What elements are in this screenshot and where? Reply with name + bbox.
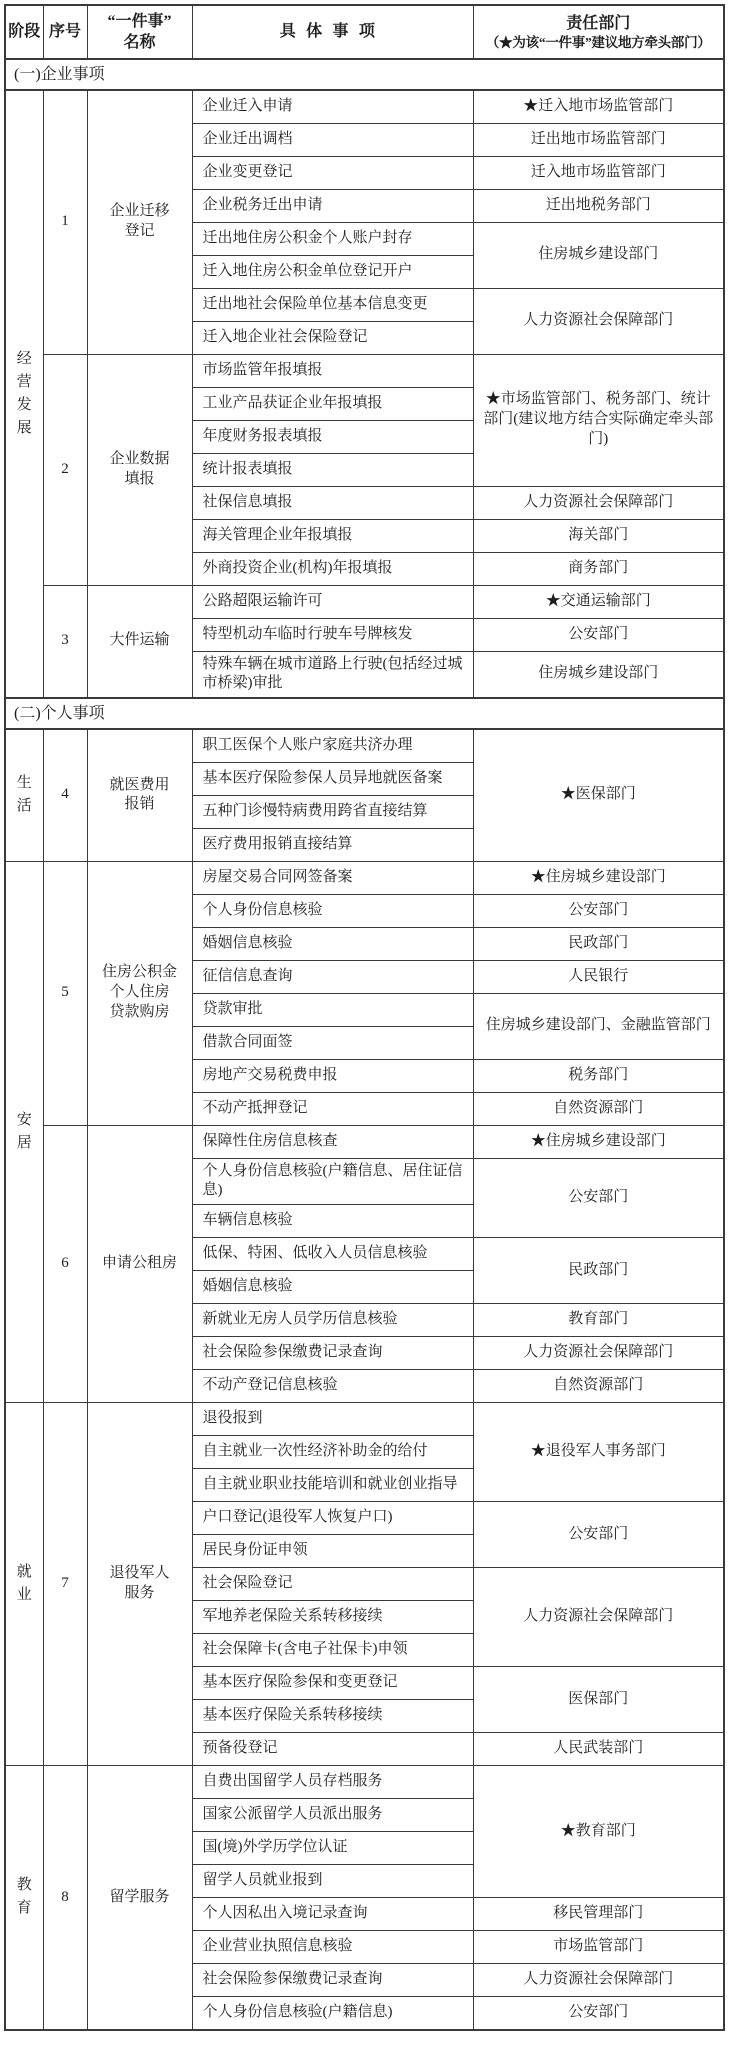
- item-label: 个人身份信息核验: [192, 894, 473, 927]
- group-name: [87, 354, 192, 585]
- group-name: [87, 585, 192, 698]
- group-name-line: 留学服务: [109, 1888, 170, 1905]
- stage-char: 营: [16, 374, 32, 391]
- department-label: ★住房城乡建设部门: [473, 1125, 724, 1158]
- item-label: 迁入地企业社会保险登记: [192, 321, 473, 354]
- department-label: ★市场监管部门、税务部门、统计部门(建议地方结合实际确定牵头部门): [473, 354, 724, 486]
- stage-char: 发: [16, 397, 32, 414]
- group-number: 1: [43, 90, 87, 354]
- department-label: ★交通运输部门: [473, 585, 724, 618]
- table-body: [5, 59, 724, 2030]
- department-label: ★迁入地市场监管部门: [473, 90, 724, 123]
- item-label: 个人身份信息核验(户籍信息、居住证信息): [192, 1158, 473, 1205]
- col-header-name: [87, 5, 192, 59]
- group-name-line: 填报: [124, 470, 155, 487]
- item-label: 企业迁入申请: [192, 90, 473, 123]
- department-label: 海关部门: [473, 519, 724, 552]
- table-row: [5, 861, 724, 894]
- department-label: 市场监管部门: [473, 1931, 724, 1964]
- table-header: [5, 5, 724, 59]
- section-title: (一)企业事项: [5, 59, 724, 90]
- table-row: [5, 1403, 724, 1436]
- department-label: 公安部门: [473, 1997, 724, 2030]
- item-label: 国家公派留学人员派出服务: [192, 1799, 473, 1832]
- stage-char: 业: [16, 1587, 32, 1604]
- item-label: 户口登记(退役军人恢复户口): [192, 1502, 473, 1535]
- department-label: 公安部门: [473, 1502, 724, 1568]
- department-label: ★住房城乡建设部门: [473, 861, 724, 894]
- department-label: 公安部门: [473, 1158, 724, 1238]
- item-label: 迁出地住房公积金个人账户封存: [192, 222, 473, 255]
- group-number: 5: [43, 861, 87, 1125]
- stage-char: 安: [16, 1111, 32, 1128]
- department-label: 迁出地市场监管部门: [473, 123, 724, 156]
- item-label: 外商投资企业(机构)年报填报: [192, 552, 473, 585]
- item-label: 低保、特困、低收入人员信息核验: [192, 1238, 473, 1271]
- item-label: 公路超限运输许可: [192, 585, 473, 618]
- col-header-no: 序号: [43, 5, 87, 59]
- item-label: 征信信息查询: [192, 960, 473, 993]
- department-label: 住房城乡建设部门、金融监管部门: [473, 993, 724, 1059]
- department-label: 人力资源社会保障部门: [473, 486, 724, 519]
- item-label: 借款合同面签: [192, 1026, 473, 1059]
- item-label: 新就业无房人员学历信息核验: [192, 1304, 473, 1337]
- table-row: [5, 354, 724, 387]
- item-label: 工业产品获证企业年报填报: [192, 387, 473, 420]
- item-label: 海关管理企业年报填报: [192, 519, 473, 552]
- group-number: 3: [43, 585, 87, 698]
- department-label: 自然资源部门: [473, 1092, 724, 1125]
- item-label: 基本医疗保险关系转移接续: [192, 1700, 473, 1733]
- group-name: [87, 1125, 192, 1403]
- item-label: 特型机动车临时行驶车号牌核发: [192, 618, 473, 651]
- department-label: 人力资源社会保障部门: [473, 1568, 724, 1667]
- department-label: ★教育部门: [473, 1766, 724, 1898]
- department-label: 商务部门: [473, 552, 724, 585]
- item-label: 保障性住房信息核查: [192, 1125, 473, 1158]
- item-label: 企业营业执照信息核验: [192, 1931, 473, 1964]
- stage-char: 生: [16, 775, 32, 792]
- department-label: 公安部门: [473, 618, 724, 651]
- group-number: 4: [43, 729, 87, 861]
- group-name-line: 报销: [124, 796, 155, 813]
- group-number: 8: [43, 1766, 87, 2030]
- department-label: 人力资源社会保障部门: [473, 1337, 724, 1370]
- stage-char: 就: [16, 1564, 32, 1581]
- group-name-line: 个人住房: [109, 984, 170, 1001]
- stage-char: 活: [16, 798, 32, 815]
- table-row: [5, 729, 724, 762]
- group-name: [87, 861, 192, 1125]
- header-row: [5, 5, 724, 59]
- stage-char: 居: [16, 1134, 32, 1151]
- table-row: [5, 90, 724, 123]
- stage-char: 展: [16, 420, 32, 437]
- item-label: 不动产登记信息核验: [192, 1370, 473, 1403]
- department-label: ★退役军人事务部门: [473, 1403, 724, 1502]
- item-label: 统计报表填报: [192, 453, 473, 486]
- group-name-line: 企业迁移: [109, 203, 170, 220]
- col-header-dept: [473, 5, 724, 59]
- item-label: 基本医疗保险参保人员异地就医备案: [192, 762, 473, 795]
- department-label: 迁入地市场监管部门: [473, 156, 724, 189]
- stage-label: [5, 90, 43, 698]
- department-label: 人民银行: [473, 960, 724, 993]
- department-label: 民政部门: [473, 1238, 724, 1304]
- group-name-line: 就医费用: [109, 776, 170, 793]
- table-row: [5, 1125, 724, 1158]
- item-label: 婚姻信息核验: [192, 1271, 473, 1304]
- item-label: 市场监管年报填报: [192, 354, 473, 387]
- department-label: 自然资源部门: [473, 1370, 724, 1403]
- group-number: 7: [43, 1403, 87, 1766]
- group-name: [87, 729, 192, 861]
- item-label: 迁出地社会保险单位基本信息变更: [192, 288, 473, 321]
- item-label: 退役报到: [192, 1403, 473, 1436]
- group-name-line: 企业数据: [109, 450, 170, 467]
- item-label: 国(境)外学历学位认证: [192, 1832, 473, 1865]
- section-title: (二)个人事项: [5, 698, 724, 729]
- stage-char: 经: [16, 351, 32, 368]
- item-label: 个人身份信息核验(户籍信息): [192, 1997, 473, 2030]
- item-label: 自费出国留学人员存档服务: [192, 1766, 473, 1799]
- item-label: 预备役登记: [192, 1733, 473, 1766]
- stage-char: 育: [16, 1900, 32, 1917]
- item-label: 婚姻信息核验: [192, 927, 473, 960]
- item-label: 社会保险参保缴费记录查询: [192, 1337, 473, 1370]
- item-label: 留学人员就业报到: [192, 1865, 473, 1898]
- department-label: 民政部门: [473, 927, 724, 960]
- group-name: [87, 1766, 192, 2030]
- item-label: 居民身份证申领: [192, 1535, 473, 1568]
- group-name-line: 服务: [124, 1585, 155, 1602]
- department-label: 税务部门: [473, 1059, 724, 1092]
- group-name-line: 退役军人: [109, 1565, 170, 1582]
- table-row: [5, 585, 724, 618]
- item-label: 职工医保个人账户家庭共济办理: [192, 729, 473, 762]
- item-label: 五种门诊慢特病费用跨省直接结算: [192, 795, 473, 828]
- department-label: 住房城乡建设部门: [473, 651, 724, 698]
- stage-label: [5, 729, 43, 861]
- department-label: 移民管理部门: [473, 1898, 724, 1931]
- item-label: 贷款审批: [192, 993, 473, 1026]
- group-name: [87, 1403, 192, 1766]
- item-label: 迁入地住房公积金单位登记开户: [192, 255, 473, 288]
- stage-char: 教: [16, 1877, 32, 1894]
- department-label: 公安部门: [473, 894, 724, 927]
- department-label: 人民武装部门: [473, 1733, 724, 1766]
- table-row: [5, 1766, 724, 1799]
- item-label: 年度财务报表填报: [192, 420, 473, 453]
- item-label: 个人因私出入境记录查询: [192, 1898, 473, 1931]
- item-label: 企业迁出调档: [192, 123, 473, 156]
- group-name-line: 登记: [124, 223, 155, 240]
- department-label: 医保部门: [473, 1667, 724, 1733]
- item-label: 车辆信息核验: [192, 1205, 473, 1238]
- group-name-line: 申请公租房: [101, 1254, 177, 1271]
- item-label: 医疗费用报销直接结算: [192, 828, 473, 861]
- group-number: 6: [43, 1125, 87, 1403]
- department-label: 人力资源社会保障部门: [473, 288, 724, 354]
- col-header-dept-line2: （★为该“一件事”建议地方牵头部门）: [485, 34, 711, 50]
- item-label: 企业变更登记: [192, 156, 473, 189]
- item-label: 社会保险登记: [192, 1568, 473, 1601]
- group-name-line: 贷款购房: [109, 1003, 170, 1020]
- group-name: [87, 90, 192, 354]
- department-label: 住房城乡建设部门: [473, 222, 724, 288]
- group-name-line: 住房公积金: [101, 964, 177, 981]
- item-label: 社保信息填报: [192, 486, 473, 519]
- item-label: 基本医疗保险参保和变更登记: [192, 1667, 473, 1700]
- department-label: 人力资源社会保障部门: [473, 1964, 724, 1997]
- group-number: 2: [43, 354, 87, 585]
- item-label: 社会保险参保缴费记录查询: [192, 1964, 473, 1997]
- item-label: 特殊车辆在城市道路上行驶(包括经过城市桥梁)审批: [192, 651, 473, 698]
- item-label: 不动产抵押登记: [192, 1092, 473, 1125]
- department-label: 教育部门: [473, 1304, 724, 1337]
- item-label: 企业税务迁出申请: [192, 189, 473, 222]
- department-label: 迁出地税务部门: [473, 189, 724, 222]
- col-header-stage: 阶段: [5, 5, 43, 59]
- col-header-name-line2: 名称: [123, 34, 156, 51]
- section-row: [5, 698, 724, 729]
- item-label: 社会保障卡(含电子社保卡)申领: [192, 1634, 473, 1667]
- item-label: 房地产交易税费申报: [192, 1059, 473, 1092]
- stage-label: [5, 1766, 43, 2030]
- group-name-line: 大件运输: [109, 632, 170, 649]
- col-header-dept-line1: 责任部门: [566, 14, 631, 32]
- stage-label: [5, 861, 43, 1403]
- item-label: 房屋交易合同网签备案: [192, 861, 473, 894]
- item-label: 军地养老保险关系转移接续: [192, 1601, 473, 1634]
- item-label: 自主就业一次性经济补助金的给付: [192, 1436, 473, 1469]
- services-table: [4, 4, 725, 2031]
- stage-label: [5, 1403, 43, 1766]
- item-label: 自主就业职业技能培训和就业创业指导: [192, 1469, 473, 1502]
- col-header-item-label: 具体事项: [279, 23, 386, 41]
- department-label: ★医保部门: [473, 729, 724, 861]
- col-header-name-line1: “一件事”: [107, 12, 172, 30]
- section-row: [5, 59, 724, 90]
- col-header-item: [192, 5, 473, 59]
